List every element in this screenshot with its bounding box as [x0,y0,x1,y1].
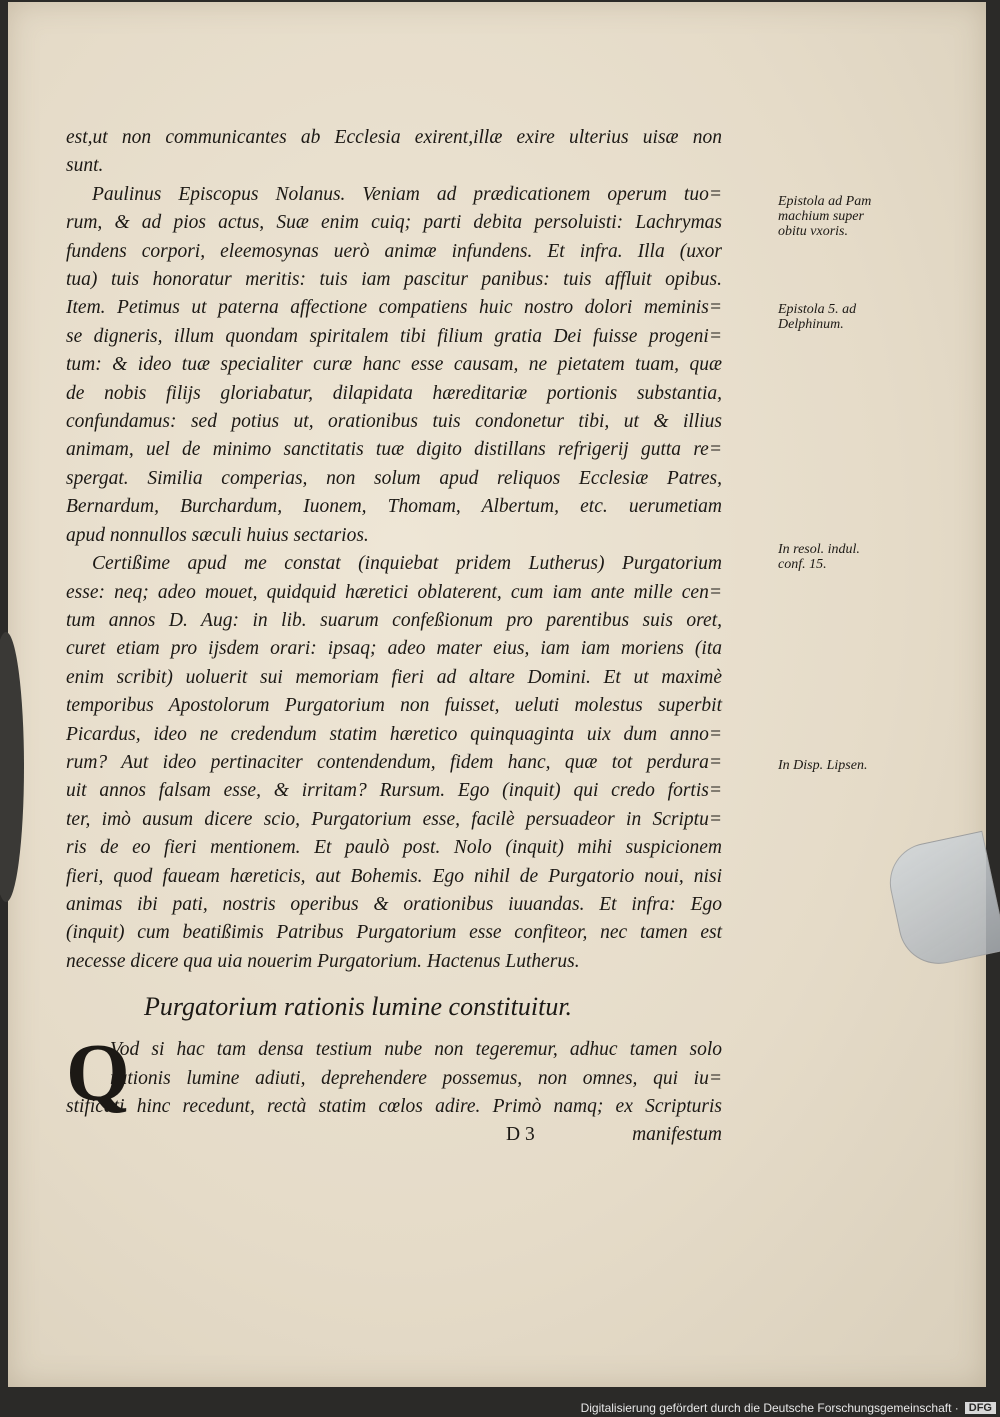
margin-note-line: Epistola 5. ad [778,302,857,317]
funding-footer [581,1398,1000,1417]
text-line: animam, uel de minimo sanctitatis tuæ digito distillans refrigerij gutta re= [66,439,722,461]
text-line: stificati hinc recedunt, rectà statim cœlos adire. Primò namq; ex Scripturis [66,1096,722,1117]
text-line: Picardus, ideo ne credendum statim hæretico quinquaginta uix dum anno= [66,723,722,745]
text-line: uit annos falsam esse, & irritam? Rursum. Ego (inquit) qui credo fortis= [66,780,722,802]
text-line: (inquit) cum beatißimis Patribus Purgatorium esse confiteor, nec tamen est [66,922,722,944]
text-line: esse: neq; adeo mouet, quidquid hæretici oblaterent, cum iam ante mille cen= [66,581,722,603]
margin-note [778,302,856,332]
text-line: enim scribit) uoluerit sui memoriam fieri ad altare Domini. Et ut maximè [66,666,722,688]
text-line: est,ut non communicantes ab Ecclesia exirent,illæ exire ulterius uisæ non [66,127,722,148]
margin-note-line: Epistola ad Pam [778,194,872,209]
margin-note [778,758,867,773]
catchword: manifestum [632,1124,722,1146]
text-line: fieri, quod faueam hæreticis, aut Bohemis. Ego nihil de Purgatorio noui, nisi [66,865,722,887]
text-line: Paulinus Episcopus Nolanus. Veniam ad prædicationem operum tuo= [92,183,722,205]
text-line: rum? Aut ideo pertinaciter contendendum, fidem hanc, quæ tot perdura= [66,751,722,773]
main-text [66,124,872,1151]
text-line: necesse dicere qua uia nouerim Purgatorium. Hactenus Lutherus. [66,950,580,972]
text-line: Item. Petimus ut paterna affectione compatiens huic nostro dolori meminis= [66,297,722,319]
margin-note-line: In resol. indul. [778,542,860,557]
text-line: confundamus: sed potius ut, orationibus tuis condonetur tibi, ut & illius [66,411,722,433]
text-line: ris de eo fieri mentionem. Et paulò post. Nolo (inquit) mihi suspicionem [66,837,722,859]
page-clip [882,831,1000,972]
margin-note-line: conf. 15. [778,557,827,572]
text-line: Bernardum, Burchardum, Iuonem, Thomam, Albertum, etc. uerumetiam [66,496,722,518]
text-line: animas ibi pati, nostris operibus & orationibus iuuandas. Et infra: Ego [66,893,722,915]
binding-shadow [0,632,24,902]
book-page [8,2,986,1387]
drop-cap: Q [66,1027,130,1119]
margin-note-line: Delphinum. [778,317,844,332]
margin-note [778,194,871,239]
signature-mark: D 3 [506,1124,535,1146]
text-line: de nobis filijs gloriabatur, dilapidata hæreditariæ portionis substantia, [66,382,722,404]
margin-note-line: machium super [778,209,864,224]
text-line: spergat. Similia comperias, non solum apud reliquos Ecclesiæ Patres, [66,467,722,489]
funding-text: Digitalisierung gefördert durch die Deutsche Forschungsgemeinschaft · [580,1400,959,1415]
text-line: Certißime apud me constat (inquiebat pridem Lutherus) Purgatorium [92,553,722,575]
page-footer [66,1121,722,1151]
text-line: rum, & ad pios actus, Suæ enim cuiq; parti debita persoluisti: Lachrymas [66,212,722,234]
text-line: tum: & ideo tuæ specialiter curæ hanc esse causam, ne pietatem tuam, quæ [66,354,722,376]
text-line: rationis lumine adiuti, deprehendere possemus, non omnes, qui iu= [110,1067,722,1089]
margin-note-line: In Disp. Lipsen. [778,758,868,773]
dfg-logo: DFG [965,1402,996,1414]
text-line: curet etiam pro ijsdem orari: ipsaq; adeo mater eius, iam iam moriens (ita [66,638,722,660]
section-heading: Purgatorium rationis lumine constituitur. [144,992,573,1022]
text-line: temporibus Apostolorum Purgatorium non fuisset, ueluti molestus superbit [66,695,722,717]
paragraph-with-dropcap [66,1027,722,1121]
text-line: Vod si hac tam densa testium nube non tegeremur, adhuc tamen solo [110,1039,722,1061]
text-line: fundens corpori, eleemosynas uerò animæ infundens. Et infra. Illa (uxor [66,240,722,262]
margin-note [778,542,860,572]
text-line: ter, imò ausum dicere scio, Purgatorium esse, facilè persuadeor in Scriptu= [66,808,722,830]
text-line: apud nonnullos sæculi huius sectarios. [66,524,369,546]
text-line: se digneris, illum quondam spiritalem tibi filium gratia Dei fuisse progeni= [66,325,722,347]
text-line: tum annos D. Aug: in lib. suarum confeßionum pro parentibus suis oret, [66,609,722,631]
text-line: tua) tuis honoratur meritis: tuis iam pascitur panibus: tuis affluit opibus. [66,269,722,291]
margin-note-line: obitu vxoris. [778,224,848,239]
text-line: sunt. [66,155,104,177]
